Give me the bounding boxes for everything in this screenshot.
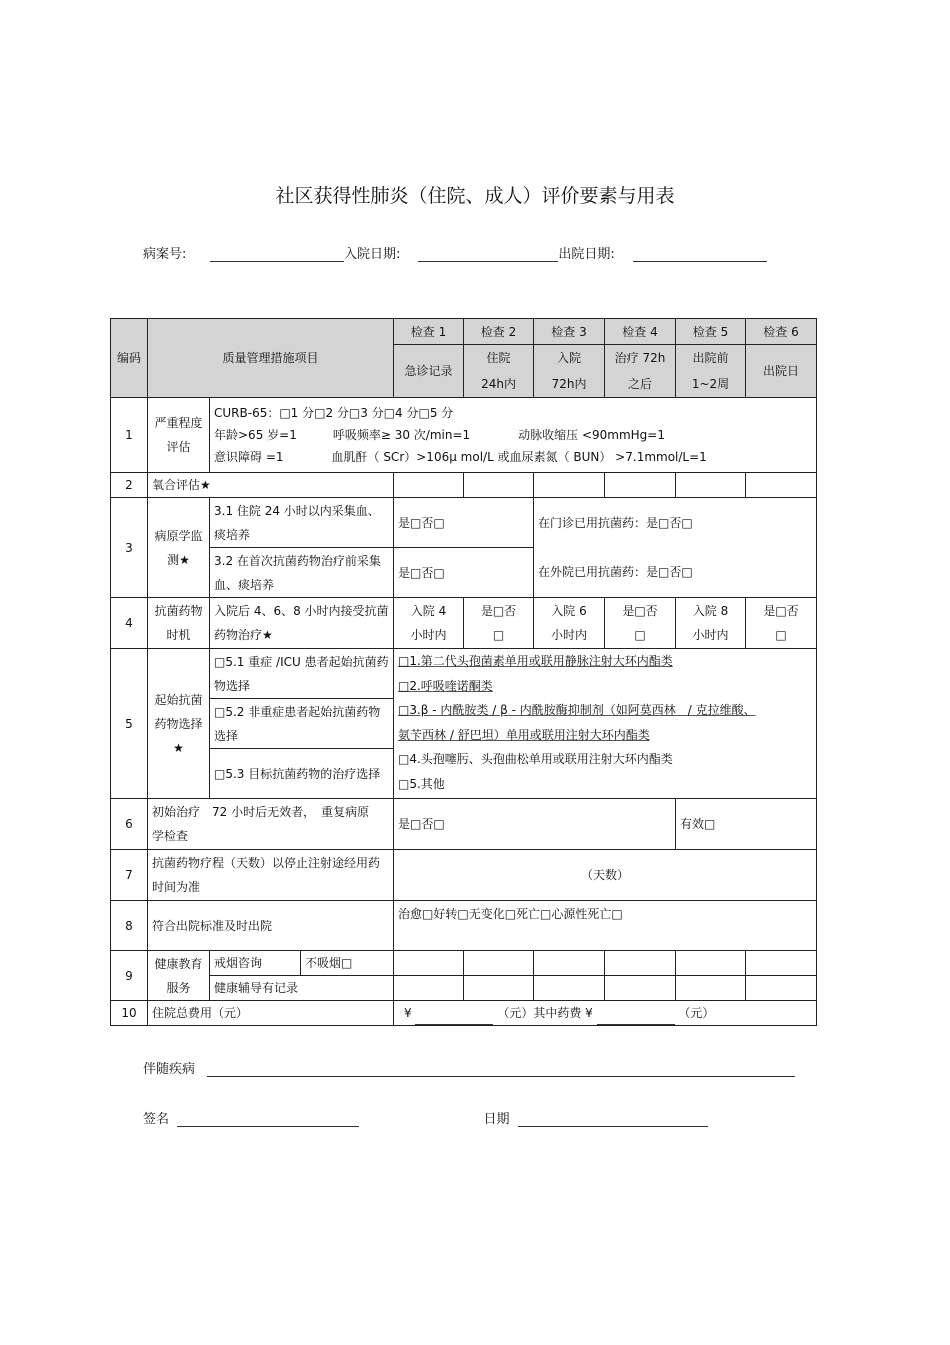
page-title: 社区获得性肺炎（住院、成人）评价要素与用表 (275, 185, 675, 207)
row-3-other-hospital[interactable]: 在外院已用抗菌药：是□否□ (534, 548, 817, 598)
row-1-content (210, 398, 817, 473)
row-3-sub-1: 3.1 住院 24 小时以内采集血、痰培养 (210, 498, 394, 548)
curb65-criteria-2: 意识障碍 =1 血肌酐（ SCr）>106μ mol/L 或血尿素氮（ BUN） >7.1mmol/L=1 (214, 450, 707, 464)
row-9-num: 9 (111, 951, 148, 1001)
option-3-cont: 氨苄西林 / 舒巴坦）单用或联用注射大环内酯类 (398, 727, 650, 742)
header-check-4-sub: 治疗 72h之后 (605, 345, 676, 398)
comorbidity-field[interactable] (207, 1062, 795, 1077)
row-5-sub-2[interactable]: □5.2 非重症患者起始抗菌药物选择 (210, 699, 394, 749)
row-2-num: 2 (111, 473, 148, 498)
row-9b-check-1[interactable] (394, 976, 464, 1001)
row-1-name: 严重程度评估 (148, 398, 210, 473)
row-2-check-2[interactable] (464, 473, 534, 498)
row-10-desc: 住院总费用（元） (148, 1001, 394, 1026)
signature-field[interactable] (177, 1112, 359, 1127)
header-check-5-sub: 出院前1~2周 (676, 345, 746, 398)
row-2-check-1[interactable] (394, 473, 464, 498)
row-9a-check-2[interactable] (464, 951, 534, 976)
row-9-no-smoke[interactable]: 不吸烟□ (301, 951, 394, 976)
case-no-label: 病案号: (143, 247, 187, 262)
row-5-options (394, 649, 817, 799)
row-4-yesno-8h[interactable]: 是□否□ (746, 598, 817, 649)
row-4-name: 抗菌药物时机 (148, 598, 210, 649)
header-check-1: 检查 1 (394, 319, 464, 345)
row-9a-check-3[interactable] (534, 951, 605, 976)
row-9b-check-2[interactable] (464, 976, 534, 1001)
admit-date-field[interactable] (418, 247, 558, 262)
curb65-criteria-1: 年龄>65 岁=1 呼吸频率≥ 30 次/min=1 动脉收缩压 <90mmHg=1 (214, 428, 665, 442)
row-9a-check-5[interactable] (676, 951, 746, 976)
drug-cost-label: （元）其中药费 ¥ (497, 1006, 593, 1020)
row-4-within-8h: 入院 8 小时内 (676, 598, 746, 649)
header-check-6-sub: 出院日 (746, 345, 817, 398)
header-item: 质量管理措施项目 (148, 319, 394, 398)
option-2[interactable]: □2.呼吸喹诺酮类 (398, 678, 493, 693)
row-5-sub-1[interactable]: □5.1 重症 /ICU 患者起始抗菌药物选择 (210, 649, 394, 699)
row-3-num: 3 (111, 498, 148, 598)
row-9-name: 健康教育服务 (148, 951, 210, 1001)
record-meta (143, 243, 767, 262)
row-2-name: 氧合评估★ (148, 473, 394, 498)
admit-date-label: 入院日期: (344, 247, 401, 262)
date-label: 日期 (483, 1112, 510, 1127)
row-4-within-6h: 入院 6 小时内 (534, 598, 605, 649)
row-5-name: 起始抗菌药物选择★ (148, 649, 210, 799)
row-3-sub-2: 3.2 在首次抗菌药物治疗前采集血、痰培养 (210, 548, 394, 598)
comorbidity-line (143, 1058, 795, 1077)
row-2-check-6[interactable] (746, 473, 817, 498)
row-4-yesno-6h[interactable]: 是□否□ (605, 598, 676, 649)
row-3-outpatient[interactable]: 在门诊已用抗菌药：是□否□ (534, 498, 817, 548)
drug-cost-field[interactable] (597, 1011, 675, 1025)
total-cost-field[interactable] (415, 1011, 493, 1025)
header-check-6: 检查 6 (746, 319, 817, 345)
row-9b-check-6[interactable] (746, 976, 817, 1001)
row-9b-check-3[interactable] (534, 976, 605, 1001)
row-1-num: 1 (111, 398, 148, 473)
row-4-desc: 入院后 4、6、8 小时内接受抗菌药物治疗★ (210, 598, 394, 649)
row-8-num: 8 (111, 901, 148, 951)
date-field[interactable] (518, 1112, 708, 1127)
header-check-3-sub: 入院72h内 (534, 345, 605, 398)
header-check-3: 检查 3 (534, 319, 605, 345)
row-3-name: 病原学监测★ (148, 498, 210, 598)
option-1[interactable]: □1.第二代头孢菌素单用或联用静脉注射大环内酯类 (398, 654, 673, 668)
discharge-date-field[interactable] (633, 247, 767, 262)
row-9b-check-4[interactable] (605, 976, 676, 1001)
header-check-1-sub: 急诊记录 (394, 345, 464, 398)
header-check-2-sub: 住院24h内 (464, 345, 534, 398)
row-9a-check-6[interactable] (746, 951, 817, 976)
row-2-check-4[interactable] (605, 473, 676, 498)
row-6-effective[interactable]: 有效□ (676, 799, 817, 850)
row-9a-check-1[interactable] (394, 951, 464, 976)
row-6-desc: 初始治疗 72 小时后无效者， 重复病原学检查 (148, 799, 394, 850)
yen-symbol: ¥ (404, 1006, 412, 1020)
row-7-desc: 抗菌药物疗程（天数）以停止注射途经用药时间为准 (148, 850, 394, 901)
row-7-days[interactable]: （天数） (394, 850, 817, 901)
header-code: 编码 (111, 319, 148, 398)
signature-line (143, 1108, 708, 1127)
option-5[interactable]: □5.其他 (398, 776, 445, 791)
case-no-field[interactable] (210, 247, 344, 262)
option-4[interactable]: □4.头孢噻肟、头孢曲松单用或联用注射大环内酯类 (398, 752, 673, 767)
header-check-5: 检查 5 (676, 319, 746, 345)
header-check-4: 检查 4 (605, 319, 676, 345)
row-4-yesno-4h[interactable]: 是□否□ (464, 598, 534, 649)
row-5-num: 5 (111, 649, 148, 799)
row-4-num: 4 (111, 598, 148, 649)
row-8-desc: 符合出院标准及时出院 (148, 901, 394, 951)
evaluation-table (110, 318, 817, 1026)
comorbidity-label: 伴随疾病 (143, 1062, 196, 1077)
row-10-cost (394, 1001, 817, 1026)
option-3[interactable]: □3.β - 内酰胺类 / β - 内酰胺酶抑制剂（如阿莫西林 / 克拉维酸、 (398, 703, 756, 718)
row-7-num: 7 (111, 850, 148, 901)
row-9-record: 健康辅导有记录 (210, 976, 394, 1001)
row-9-smoke-consult: 戒烟咨询 (210, 951, 301, 976)
header-check-2: 检查 2 (464, 319, 534, 345)
row-8-outcome[interactable]: 治愈□好转□无变化□死亡□心源性死亡□ (394, 901, 817, 951)
row-9b-check-5[interactable] (676, 976, 746, 1001)
row-4-within-4h: 入院 4 小时内 (394, 598, 464, 649)
row-10-num: 10 (111, 1001, 148, 1026)
row-9a-check-4[interactable] (605, 951, 676, 976)
row-2-check-3[interactable] (534, 473, 605, 498)
row-6-num: 6 (111, 799, 148, 850)
row-3-yesno-2[interactable]: 是□否□ (394, 548, 534, 598)
signature-label: 签名 (143, 1112, 170, 1127)
row-6-yesno[interactable]: 是□否□ (394, 799, 676, 850)
yuan-label: （元） (678, 1006, 715, 1020)
curb65-scores: CURB-65：□1 分□2 分□3 分□4 分□5 分 (214, 406, 454, 420)
row-5-sub-3[interactable]: □5.3 目标抗菌药物的治疗选择 (210, 749, 394, 799)
discharge-date-label: 出院日期: (558, 247, 615, 262)
row-3-yesno-1[interactable]: 是□否□ (394, 498, 534, 548)
row-2-check-5[interactable] (676, 473, 746, 498)
